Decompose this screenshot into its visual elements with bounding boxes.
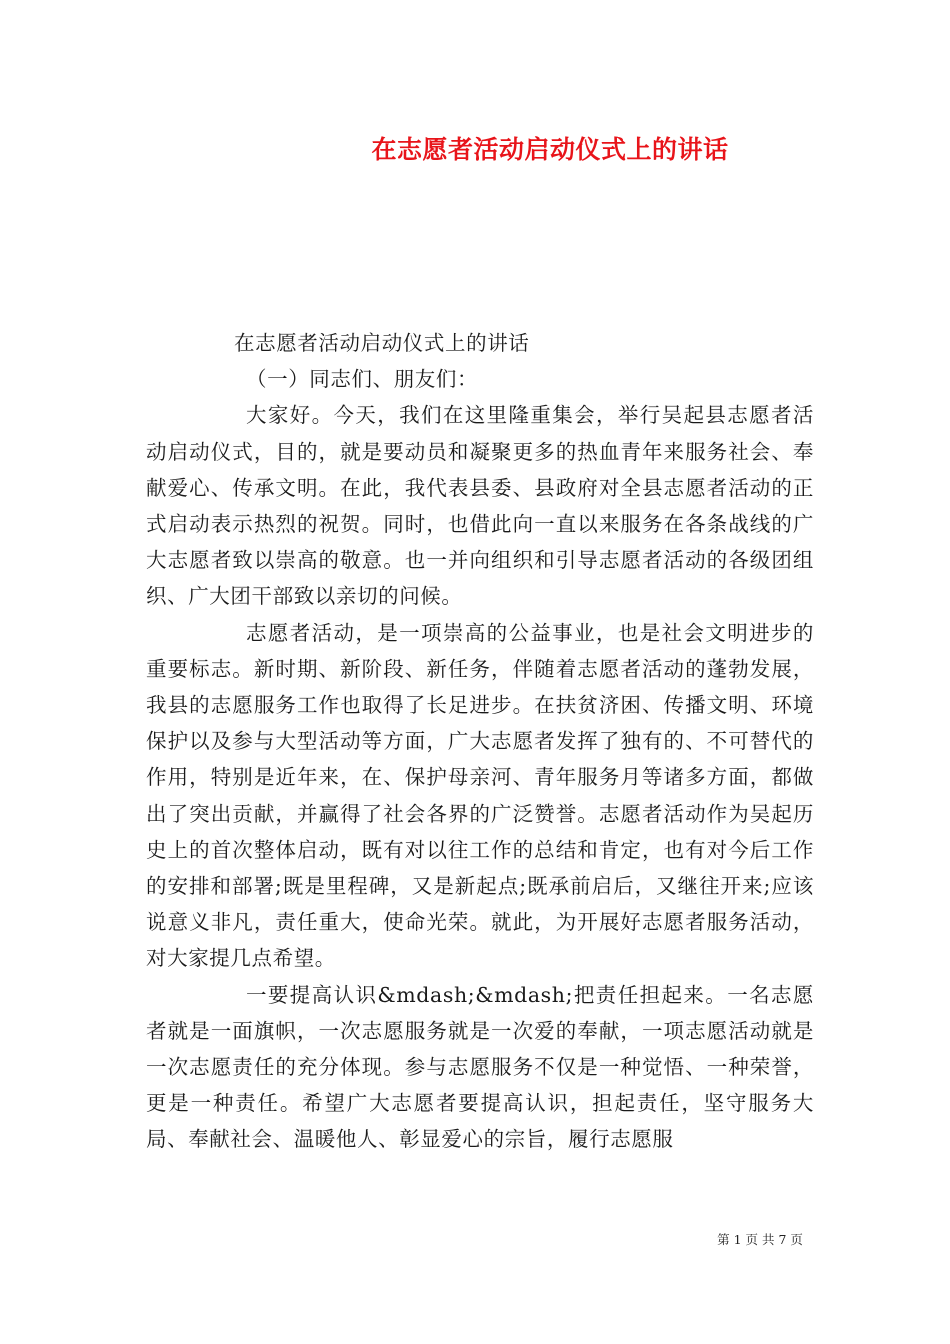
document-title: 在志愿者活动启动仪式上的讲话	[371, 135, 729, 164]
speech-heading: 在志愿者活动启动仪式上的讲话	[234, 331, 530, 355]
page-number: 第 1 页 共 7 页	[717, 1232, 803, 1247]
paragraph-significance: 志愿者活动，是一项崇高的公益事业，也是社会文明进步的重要标志。新时期、新阶段、新任务，伴随着志愿者活动的蓬勃发展，我县的志愿服务工作也取得了长足进步。在扶贫济困、传播文明、环境保护以及参与大型活动等方面，广大志愿者发挥了独有的、不可替代的作用，特别是近年来，在、保护母亲河、青年服务月等诸多方面，都做出了突出贡献，并赢得了社会各界的广泛赞誉。志愿者活动作为吴起历史上的首次整体启动，既有对以往工作的总结和肯定，也有对今后工作的安排和部署;既是里程碑，又是新起点;既承前启后，又继往开来;应该说意义非凡，责任重大，使命光荣。就此，为开展好志愿者服务活动，对大家提几点希望。	[146, 620, 814, 971]
salutation: （一）同志们、朋友们：	[246, 367, 479, 392]
document-body	[146, 325, 814, 1158]
paragraph-responsibility: 一要提高认识&mdash;&mdash;把责任担起来。一名志愿者就是一面旗帜，一次志愿服务就是一次爱的奉献，一项志愿活动就是一次志愿责任的充分体现。参与志愿服务不仅是一种觉悟、一种荣誉，更是一种责任。希望广大志愿者要提高认识，担起责任，坚守服务大局、奉献社会、温暖他人、彰显爱心的宗旨，履行志愿服	[146, 982, 814, 1152]
paragraph-greeting: 大家好。今天，我们在这里隆重集会，举行吴起县志愿者活动启动仪式，目的，就是要动员和凝聚更多的热血青年来服务社会、奉献爱心、传承文明。在此，我代表县委、县政府对全县志愿者活动的正式启动表示热烈的祝贺。同时，也借此向一直以来服务在各条战线的广大志愿者致以崇高的敬意。也一并向组织和引导志愿者活动的各级团组织、广大团干部致以亲切的问候。	[146, 403, 814, 609]
